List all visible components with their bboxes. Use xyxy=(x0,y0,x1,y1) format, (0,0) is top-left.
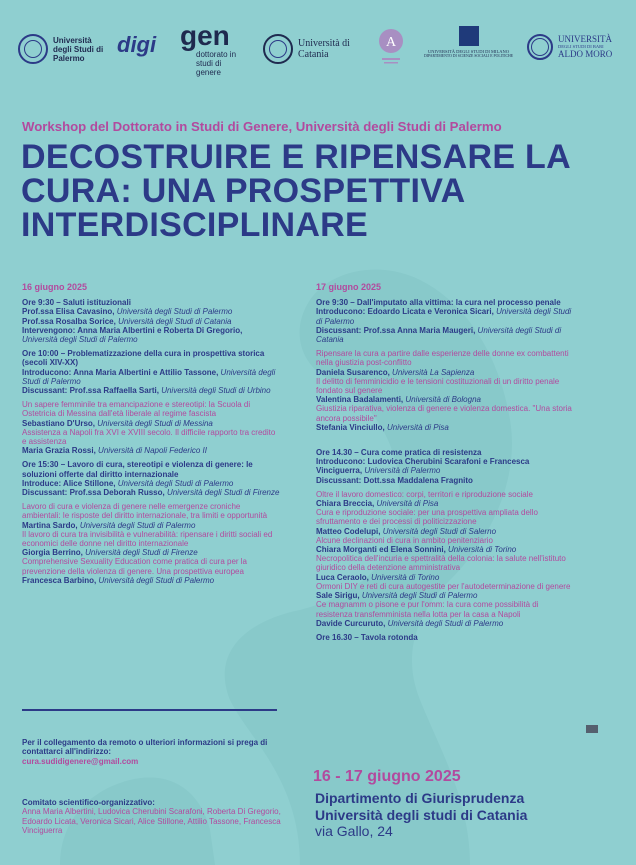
gen-logo xyxy=(180,22,240,77)
day2-session1-title: Ore 9:30 – Dall'imputato alla vittima: la cura nel processo penale xyxy=(316,298,561,308)
divider xyxy=(22,709,277,711)
speaker-name: Introduce: Alice Stillone, xyxy=(22,478,116,488)
speaker-name: Maria Grazia Rossi, xyxy=(22,446,96,456)
speaker-affiliation: Università degli Studi di Urbino xyxy=(161,386,271,396)
event-dates: 16 - 17 giugno 2025 xyxy=(313,768,461,785)
catania-seal-icon xyxy=(263,34,293,64)
talk-title: Giustizia riparativa, violenza di genere e violenza domestica. "Una storia ancora possibile" xyxy=(316,404,572,423)
contact-info xyxy=(22,738,282,766)
talk-title: Cura e riproduzione sociale: per una prospettiva ampliata dello sfruttamento e dei processi di politicizzazione xyxy=(316,508,538,527)
talk-title: Un sapere femminile tra emancipazione e stereotipi: la Scuola di Ostetricia di Messina dall'età liberale al regime fascista xyxy=(22,400,251,419)
title-line-3: INTERDISCIPLINARE xyxy=(21,206,369,244)
gen-logo-mark: gen xyxy=(180,20,230,51)
day2-session3-title: Ore 16.30 – Tavola rotonda xyxy=(316,632,418,642)
day1-session1-title: Ore 9:30 – Saluti istituzionali xyxy=(22,298,131,308)
speaker-name: Sale Sirigu, xyxy=(316,591,360,601)
milano-emblem-icon xyxy=(459,26,479,46)
contact-text: Per il collegamento da remoto o ulteriori informazioni si prega di contattarci all'indirizzo: xyxy=(22,738,268,757)
speaker-affiliation: Università degli Studi di Palermo xyxy=(361,591,478,601)
page-title xyxy=(21,140,621,242)
speaker-name: Discussant: Prof.ssa Deborah Russo, xyxy=(22,488,165,498)
committee-label: Comitato scientifico-organizzativo: xyxy=(22,798,155,807)
speaker-affiliation: Università di Pisa xyxy=(376,499,439,509)
speaker-name: Discussant: Dott.ssa Maddalena Fragnito xyxy=(316,475,473,485)
speaker-affiliation: Università degli Studi di Catania xyxy=(316,325,562,345)
speaker-name: Stefania Vinciullo, xyxy=(316,422,385,432)
speaker-affiliation: Università La Sapienza xyxy=(392,367,475,377)
bari-logo xyxy=(527,34,612,60)
talk-title: Ce magnamm o pisone e pur l'omm: la cura come possibilità di resistenza transfemminista nella lotta per la casa a Napoli xyxy=(316,600,539,619)
speaker-name: Introducono: Anna Maria Albertini e Attilio Tassone, xyxy=(22,367,219,377)
a-logo-icon xyxy=(378,28,404,66)
talk-title: Necropolitica dell'incuria e spettralità della colonia: la salute nell'istituto giuridico della detenzione amministrativa xyxy=(316,554,566,573)
day2-date: 17 giugno 2025 xyxy=(316,282,382,292)
speaker-name: Discussant: Prof.ssa Anna Maria Maugeri, xyxy=(316,325,476,335)
speaker-affiliation: Università degli Studi di Palermo xyxy=(117,478,234,488)
speaker-name: Davide Curcuruto, xyxy=(316,618,386,628)
speaker-affiliation: Università di Torino xyxy=(371,572,440,582)
speaker-name: Giorgia Berrino, xyxy=(22,548,83,558)
palermo-logo-text: Università degli Studi di Palermo xyxy=(53,35,104,63)
bari-logo-text: UNIVERSITÀ xyxy=(558,34,612,44)
talk-title: Alcune declinazioni di cura in ambito penitenziario xyxy=(316,535,493,545)
speaker-affiliation: Università degli Studi di Messina xyxy=(97,418,213,428)
title-line-2: CURA: UNA PROSPETTIVA xyxy=(21,172,466,210)
milano-logo-text: UNIVERSITÀ DEGLI STUDI DI MILANO xyxy=(428,49,510,54)
speaker-name: Chiara Morganti ed Elena Sonnini, xyxy=(316,545,446,555)
a-logo xyxy=(378,28,404,66)
bari-logo-text-2: ALDO MORO xyxy=(558,49,613,59)
committee-names: Anna Maria Albertini, Ludovica Cherubini Scarafoni, Roberta Di Gregorio, Edoardo Licata, Veronica Sicari, Alice Stillone, Attilio Tassone, Francesca Vinciguerra xyxy=(22,807,281,835)
speaker-affiliation: Università degli Studi di Firenze xyxy=(85,548,198,558)
speaker-affiliation: Università degli Studi di Palermo xyxy=(98,575,215,585)
svg-text:A: A xyxy=(385,35,397,50)
speaker-name: Francesca Barbino, xyxy=(22,575,97,585)
catania-logo xyxy=(263,34,358,64)
palermo-seal-icon xyxy=(18,34,48,64)
talk-title: Assistenza a Napoli fra XVI e XVIII secolo. Il difficile rapporto tra credito e assistenza xyxy=(22,427,276,447)
catania-logo-text: Università di Catania xyxy=(298,38,350,60)
speaker-affiliation: Università di Napoli Federico II xyxy=(98,446,207,456)
day1-session2-title: Ore 10:00 – Problematizzazione della cura in prospettiva storica (secoli XIV-XX) xyxy=(22,349,265,368)
speaker-name: Discussant: Prof.ssa Raffaella Sarti, xyxy=(22,386,159,396)
venue-department: Dipartimento di Giurisprudenza xyxy=(315,790,525,806)
day1-session3-title: Ore 15:30 – Lavoro di cura, stereotipi e violenza di genere: le soluzioni offerte dal diritto internazionale xyxy=(22,460,253,479)
bari-logo-subtext: DEGLI STUDI DI BARI xyxy=(558,44,604,49)
milano-logo xyxy=(424,26,513,59)
day2-session2-title: Ore 14.30 – Cura come pratica di resistenza xyxy=(316,448,482,458)
speaker-affiliation: Università degli Studi di Palermo xyxy=(316,307,572,326)
speaker-name: Sebastiano D'Urso, xyxy=(22,418,96,428)
speaker-name: Prof.ssa Elisa Cavasino, xyxy=(22,307,115,317)
talk-title: Lavoro di cura e violenza di genere nelle emergenze croniche ambientali: le risposte del diritto internazionale, tra limiti e opportunità xyxy=(22,502,268,521)
speaker-affiliation: Università degli Studi di Palermo xyxy=(79,520,196,530)
bari-seal-icon xyxy=(527,34,553,60)
speaker-name: Luca Ceraolo, xyxy=(316,572,369,582)
speaker-name: Matteo Codelupi, xyxy=(316,526,381,536)
speaker-name: Introducono: Edoardo Licata e Veronica Sicari, xyxy=(316,307,494,317)
speaker-name: Daniela Susarenco, xyxy=(316,367,390,377)
talk-title: Oltre il lavoro domestico: corpi, territori e riproduzione sociale xyxy=(316,489,533,499)
talk-title: Comprehensive Sexuality Education come pratica di cura per la prevenzione della violenza di genere. Una prospettiva europea xyxy=(22,557,248,576)
speaker-affiliation: Università di Pisa xyxy=(387,422,449,432)
speaker-name: Martina Sardo, xyxy=(22,520,78,530)
day1-date: 16 giugno 2025 xyxy=(22,282,88,292)
decorative-badge-icon xyxy=(586,725,598,733)
workshop-subtitle: Workshop del Dottorato in Studi di Genere, Università degli Studi di Palermo xyxy=(22,119,502,134)
speaker-affiliation: Università degli Studi di Palermo xyxy=(116,307,233,317)
venue-address: via Gallo, 24 xyxy=(315,823,393,839)
speaker-name: Introducono: Ludovica Cherubini Scarafoni e Francesca Vinciguerra, xyxy=(316,457,530,476)
speaker-name: Prof.ssa Rosalba Sorice, xyxy=(22,316,116,326)
talk-title: Il delitto di femminicidio e le tensioni costituzionali di un diritto penale fondato sul genere xyxy=(316,376,560,396)
day2-program xyxy=(316,283,574,642)
talk-title: Il lavoro di cura tra invisibilità e vulnerabilità: ripensare i diritti sociali ed economici delle donne nel diritto internazionale xyxy=(22,529,273,549)
venue-university: Università degli studi di Catania xyxy=(315,806,528,823)
speaker-affiliation: Università degli Studi di Catania xyxy=(118,316,232,326)
speaker-name: Valentina Badalamenti, xyxy=(316,395,404,405)
contact-email-link[interactable]: cura.sudidigenere@gmail.com xyxy=(22,756,139,766)
speaker-affiliation: Università di Bologna xyxy=(405,395,481,405)
logo-bar xyxy=(0,22,636,82)
milano-logo-subtext: DIPARTIMENTO DI SCIENZE SOCIALI E POLITICHE xyxy=(424,54,514,58)
gen-logo-text: dottorato in studi di genere xyxy=(196,50,237,77)
committee-info xyxy=(22,798,292,835)
talk-title: Ripensare la cura a partire dalle esperienze delle donne ex combattenti nella giustizia post-conflitto xyxy=(316,349,569,368)
digi-logo-text: digi xyxy=(117,32,157,57)
digi-logo xyxy=(117,32,156,58)
speaker-name: Chiara Breccia, xyxy=(316,499,375,509)
speaker-affiliation: Università degli Studi di Palermo xyxy=(22,367,276,386)
speaker-affiliation: Università degli Studi di Firenze xyxy=(166,488,280,498)
title-line-1: DECOSTRUIRE E RIPENSARE LA xyxy=(21,138,571,176)
speaker-affiliation: Università degli Studi di Palermo xyxy=(22,335,138,345)
talk-title: Ormoni DIY e reti di cura autogestite per l'autodeterminazione di genere xyxy=(316,581,571,591)
day1-program xyxy=(22,283,280,585)
speaker-affiliation: Università degli Studi di Salerno xyxy=(382,526,497,536)
speaker-affiliation: Università di Palermo xyxy=(364,466,441,476)
palermo-logo xyxy=(18,34,108,64)
speaker-affiliation: Università degli Studi di Palermo xyxy=(387,618,504,628)
speaker-affiliation: Università di Torino xyxy=(448,545,517,555)
event-venue xyxy=(315,790,527,840)
speaker-name: Intervengono: Anna Maria Albertini e Roberta Di Gregorio, xyxy=(22,325,243,335)
